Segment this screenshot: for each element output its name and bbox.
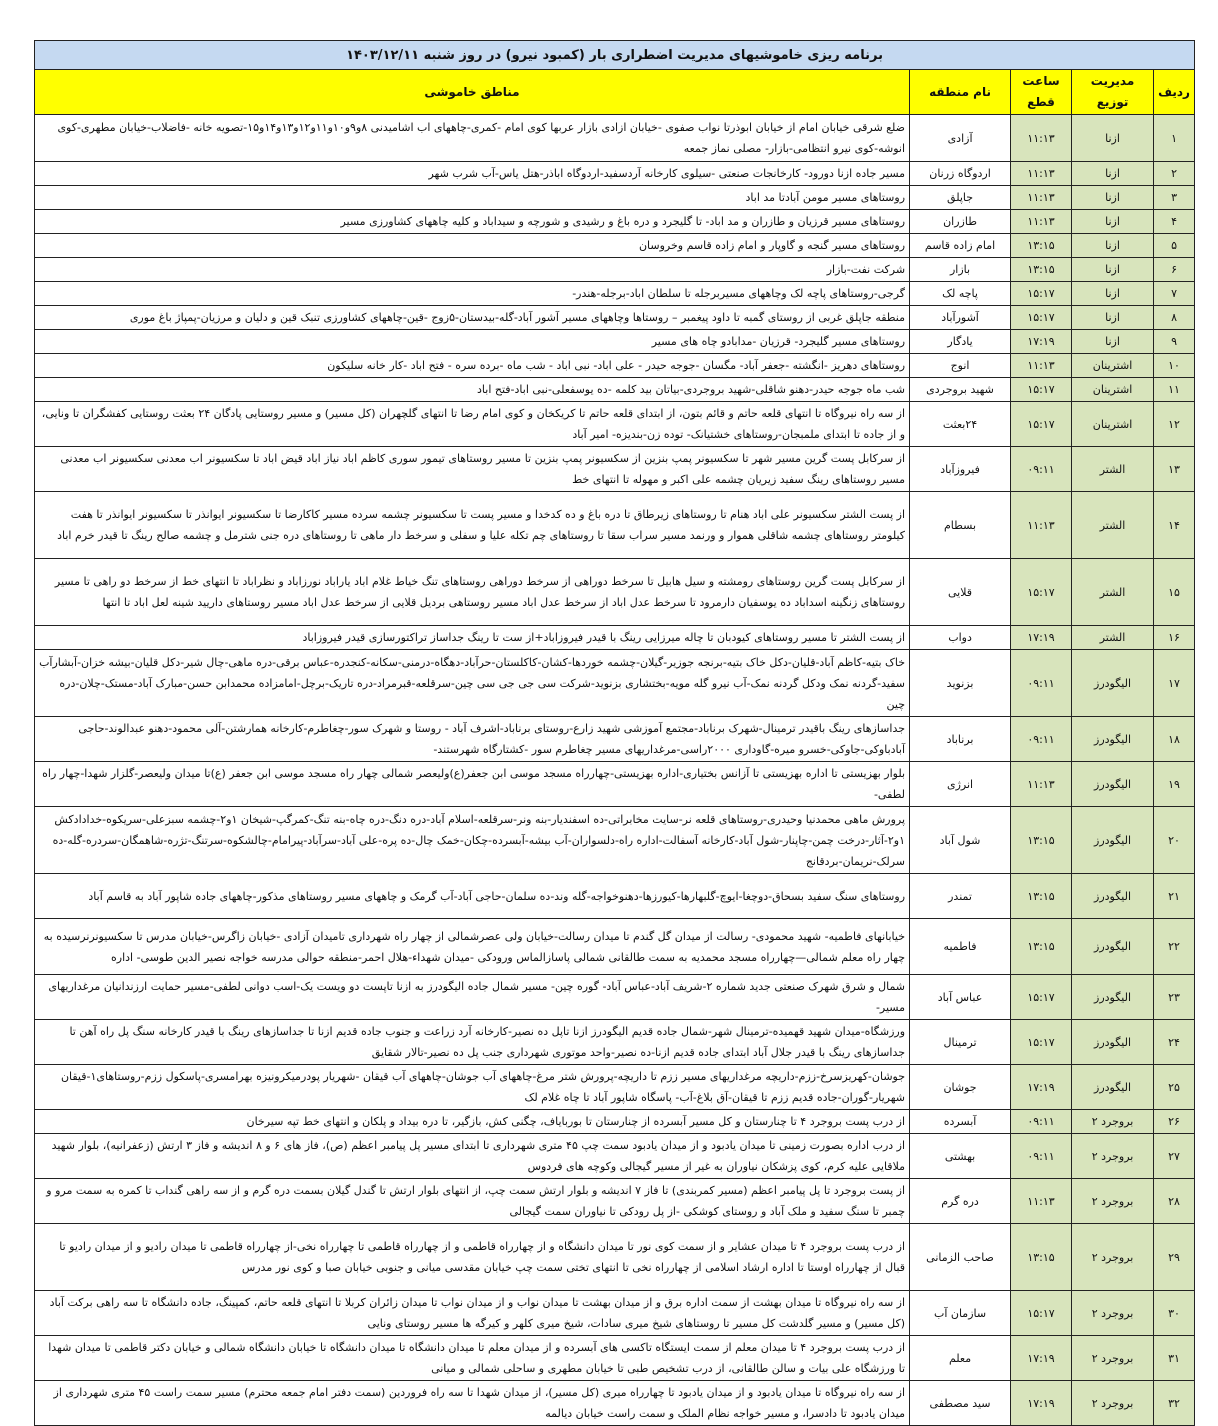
row-management: الیگودرز (1072, 919, 1154, 975)
row-areas: گرجی-روستاهای پاچه لک وچاههای مسیربرجله تا سلطان اباد-برجله-هندر- (35, 282, 910, 306)
row-index: ۱ (1154, 115, 1195, 162)
row-region: آبسرده (910, 1110, 1011, 1134)
row-time: ۱۳:۱۵ (1011, 919, 1072, 975)
row-management: بروجرد ۲ (1072, 1381, 1154, 1426)
table-row (35, 762, 1195, 807)
row-areas: شب ماه جوجه حیدر-دهنو شاقلی-شهید بروجردی-بیاتان بید کلمه -ده یوسفعلی-نبی اباد-فتح اباد (35, 378, 910, 402)
row-time: ۱۵:۱۷ (1011, 378, 1072, 402)
row-management: اشترینان (1072, 378, 1154, 402)
header-index: ردیف (1154, 70, 1195, 115)
row-areas: روستاهای مسیر گلیجرد- قرزیان -مداباد‌و چاه های مسیر (35, 330, 910, 354)
row-region: صاحب الزمانی (910, 1224, 1011, 1291)
row-region: فاطمیه (910, 919, 1011, 975)
row-management: ازنا (1072, 186, 1154, 210)
table-row (35, 186, 1195, 210)
row-management: ازنا (1072, 234, 1154, 258)
row-areas: جوشان-کهریزسرخ-ززم-داریچه مرغداریهای مسیر ززم تا داریچه-پرورش شتر مرغ-چاههای آب جوشان-چاههای آب قیقان -شهریار پودرمیکرونیزه بهرامسری-پاسکول ززم-روستاهای۱-قیقان شهریار-گوران-جاده قدیم ززم تا قیقان-آق بلاغ-آب- پاسگاه شاپور آباد تا چاه غلام لک (35, 1065, 910, 1110)
row-time: ۱۱:۱۳ (1011, 762, 1072, 807)
row-index: ۲۵ (1154, 1065, 1195, 1110)
row-region: برناباد (910, 717, 1011, 762)
row-time: ۱۳:۱۵ (1011, 807, 1072, 874)
row-index: ۱۸ (1154, 717, 1195, 762)
row-time: ۱۱:۱۳ (1011, 354, 1072, 378)
row-areas: از درب پست بروجرد ۴ تا میدان عشایر و از سمت کوی نور تا میدان دانشگاه و از چهارراه قاطمی و از چهارراه قاطمی تا چهارراه نخی-از چهارراه قاطمی تا میدان رادیو و از میدان رادیو تا قبال از چهارراه اوستا تا اداره ارشاد اسلامی از چهارراه نخی تا انتهای تختی سمت چپ خیابان مقدسی میانی و جنوبی خیابان صبا و کوی نور مدرس (35, 1224, 910, 1291)
row-region: انوج (910, 354, 1011, 378)
row-areas: شرکت نفت-بازار (35, 258, 910, 282)
row-index: ۱۷ (1154, 650, 1195, 717)
row-time: ۱۷:۱۹ (1011, 626, 1072, 650)
row-region: جاپلق (910, 186, 1011, 210)
row-region: بازار (910, 258, 1011, 282)
row-index: ۲۰ (1154, 807, 1195, 874)
row-region: شهید بروجردی (910, 378, 1011, 402)
row-areas: از سه راه نیروگاه تا انتهای قلعه حاتم و قائم بتون، از ابتدای قلعه حاتم تا کریکخان و کوی امام رضا تا انتهای گلچهران (کل مسیر) و مسیر روستایی پادگان ۲۴ بعثت روستایی کفشگران تا ونایی، و از جاده تا ابتدای ملمبجان-روستاهای خشتیانک- توده زن-بندیزه- امیر آباد (35, 402, 910, 447)
row-management: اشترینان (1072, 354, 1154, 378)
table-row (35, 258, 1195, 282)
row-time: ۱۵:۱۷ (1011, 1291, 1072, 1336)
row-index: ۲۶ (1154, 1110, 1195, 1134)
row-time: ۱۱:۱۳ (1011, 492, 1072, 559)
table-row (35, 717, 1195, 762)
table-row (35, 115, 1195, 162)
row-time: ۰۹:۱۱ (1011, 1134, 1072, 1179)
table-row (35, 1179, 1195, 1224)
row-region: آزادی (910, 115, 1011, 162)
row-region: تمندر (910, 874, 1011, 919)
row-region: بسطام (910, 492, 1011, 559)
table-row (35, 447, 1195, 492)
row-index: ۱۵ (1154, 559, 1195, 626)
row-index: ۱۰ (1154, 354, 1195, 378)
row-time: ۱۱:۱۳ (1011, 115, 1072, 162)
row-management: الشتر (1072, 492, 1154, 559)
row-management: الشتر (1072, 559, 1154, 626)
row-management: ازنا (1072, 306, 1154, 330)
row-areas: منطقه جاپلق غربی از روستای گمبه تا داود پیغمبر – روستاها وچاههای مسیر آشور آباد-گله-بیدستان-۵زوج -قین-چاههای کشاورزی تنبک قین و دلیان و مرزیان-پمپاژ باغ موری (35, 306, 910, 330)
row-time: ۱۵:۱۷ (1011, 306, 1072, 330)
table-row (35, 234, 1195, 258)
row-index: ۲۹ (1154, 1224, 1195, 1291)
table-row (35, 378, 1195, 402)
row-region: قلایی (910, 559, 1011, 626)
row-region: شول آباد (910, 807, 1011, 874)
row-time: ۰۹:۱۱ (1011, 1110, 1072, 1134)
row-areas: جداسازهای رینگ باقیدر ترمینال-شهرک برناباد-مجتمع آموزشی شهید زارع-روستای برناباد-اشرف آباد - روستا و شهرک سور-چغاطرم-کارخانه همارشتن-آلی محمود-دهنو عبدالوند-حاجی آبادباوکی-جاوکی-خسرو میره-گاوداری ۲۰۰۰راسی-مرغداریهای مسیر چغاطرم سور -کشتارگاه شهرستند- (35, 717, 910, 762)
page-title: برنامه ریزی خاموشیهای مدیریت اضطراری بار (کمبود نیرو) در روز شنبه ۱۴۰۳/۱۲/۱۱ (35, 41, 1195, 70)
header-region: نام منطقه (910, 70, 1011, 115)
row-time: ۱۵:۱۷ (1011, 1020, 1072, 1065)
row-time: ۱۱:۱۳ (1011, 162, 1072, 186)
row-areas: از پست الشتر سکسیونر علی اباد هنام تا روستاهای زیرطاق تا دره باغ و ده کدخدا و مسیر پست تا سکسیونر چشمه سرده مسیر کاکارضا تا سکسیونر ایوانذر تا سکسیونر ایوانذر تا هفت کیلومتر روستاهای چشمه شاقلی هموار و ورنمد مسیر سراب سقا تا روستاهای چم تکله علیا و سفلی و سرخط دار ماهی تا روستاهای دره جنی شترمل و چشمه صالح رینگ تا قیدر خرم اباد (35, 492, 910, 559)
row-time: ۱۵:۱۷ (1011, 282, 1072, 306)
row-time: ۱۳:۱۵ (1011, 1224, 1072, 1291)
row-region: جوشان (910, 1065, 1011, 1110)
row-areas: ضلع شرقی خیابان امام از خیابان ابوذرتا نواب صفوی -خیابان ازادی بازار عربها کوی امام -کمری-چاههای اب اشامیدنی ۸و۹و۱۰و۱۱و۱۲و۱۳و۱۴و۱۵-تصویه خانه -فاضلاب-خیابان مطهری-کوی انوشه-کوی نیرو انتظامی-بازار- مصلی نماز جمعه (35, 115, 910, 162)
row-index: ۲۲ (1154, 919, 1195, 975)
table-row (35, 1065, 1195, 1110)
row-index: ۲۷ (1154, 1134, 1195, 1179)
row-index: ۶ (1154, 258, 1195, 282)
row-areas: خیابانهای فاطمیه- شهید محمودی- رسالت از میدان گل گندم تا میدان رسالت-خیابان ولی عصرشمالی از چهار راه شهرداری تامیدان آزادی -خیابان زاگرس-خیابان مدرس تا سکسیونرنرسیده به چهار راه معلم شمالی—چهارراه مسجد محمدیه به سمت طالقانی شمالی پاسازالماس ورودکی -میدان شهداء-هلال احمر-منطقه حوالی مدرسه خواجه نصیر الدین طوسی- اداره (35, 919, 910, 975)
header-management: مدیریت توزیع (1072, 70, 1154, 115)
row-index: ۸ (1154, 306, 1195, 330)
row-areas: روستاهای دهریز -انگشته -جعفر آباد- مگسان -جوجه حیدر - علی اباد- نبی اباد - شب ماه -برده سره - فتح اباد -کار خانه سلیکون (35, 354, 910, 378)
row-index: ۷ (1154, 282, 1195, 306)
row-region: معلم (910, 1336, 1011, 1381)
row-management: ازنا (1072, 210, 1154, 234)
row-region: ترمینال (910, 1020, 1011, 1065)
row-time: ۰۹:۱۱ (1011, 650, 1072, 717)
row-region: سازمان آب (910, 1291, 1011, 1336)
table-row (35, 1336, 1195, 1381)
row-areas: خاک بتیه-کاظم آباد-قلیان-دکل خاک بتیه-برنجه جوزیر-گیلان-چشمه خوردها-کشان-کاکلستان-حرآباد-دهگاه-درمنی-سکانه-کنجدره-عباس برقی-دره ماهی-چال شیر-دکل قلیان-بیشه خزان-آبشارآب سفید-گردنه نمک ودکل گردنه نمک-آب نیرو گله مویه-بختشاری بزنوید-شرکت سی جی جی سی چین-سرقلعه-قبرمراد-دره تاریک-برچل-امامزاده محمدابن حسن-مبارک آباد-مستک-چلان-دره چین (35, 650, 910, 717)
row-index: ۱۱ (1154, 378, 1195, 402)
row-management: الیگودرز (1072, 1065, 1154, 1110)
row-region: عباس آباد (910, 975, 1011, 1020)
row-management: الیگودرز (1072, 874, 1154, 919)
schedule-sheet (34, 40, 1194, 1426)
table-row (35, 807, 1195, 874)
row-management: ازنا (1072, 330, 1154, 354)
row-areas: از سرکابل پست گرین روستاهای رومشته و سیل هابیل تا سرخط دوراهی از سرخط دوراهی روستاهای تنگ خیاط غلام اباد یاراباد نورزاباد و نظراباد تا انتهای خط از سرخط دو راهی تا مسیر روستاهای زنگینه اسداباد ده یوسفیان دارمرود تا سرخط عدل اباد از سرخط عدل اباد مسیر روستاهی بردیل قلایی از سرخط عدل اباد مسیر روستاهای داریید شینه لعل اباد تا انتها (35, 559, 910, 626)
table-row (35, 1110, 1195, 1134)
row-index: ۱۹ (1154, 762, 1195, 807)
row-time: ۱۱:۱۳ (1011, 210, 1072, 234)
row-management: الیگودرز (1072, 650, 1154, 717)
row-index: ۴ (1154, 210, 1195, 234)
row-areas: از پست بروجرد تا پل پیامبر اعظم (مسیر کمربندی) تا فاز ۷ اندیشه و بلوار ارتش سمت چپ، از انتهای بلوار ارتش تا گندل گیلان بسمت دره گرم و از سه راهی گنداب تا کمره به سمت مرو و چمبر تا سنگ سفید و ملک آباد و روستای کوشکی -از پل رودکی تا نیاوران سمت گیجالی (35, 1179, 910, 1224)
table-row (35, 559, 1195, 626)
row-time: ۱۱:۱۳ (1011, 186, 1072, 210)
row-time: ۱۷:۱۹ (1011, 1065, 1072, 1110)
row-index: ۹ (1154, 330, 1195, 354)
row-time: ۱۵:۱۷ (1011, 975, 1072, 1020)
table-row (35, 282, 1195, 306)
row-management: الیگودرز (1072, 975, 1154, 1020)
row-management: اشترینان (1072, 402, 1154, 447)
row-areas: مسیر جاده ازنا دورود- کارخانجات صنعتی -سیلوی کارخانه آردسفید-اردوگاه اباذر-هتل یاس-آب شرب شهر (35, 162, 910, 186)
row-region: دره گرم (910, 1179, 1011, 1224)
row-management: الیگودرز (1072, 762, 1154, 807)
row-index: ۱۲ (1154, 402, 1195, 447)
row-index: ۱۴ (1154, 492, 1195, 559)
row-index: ۳۱ (1154, 1336, 1195, 1381)
row-region: آشورآباد (910, 306, 1011, 330)
row-time: ۱۳:۱۵ (1011, 258, 1072, 282)
table-row (35, 874, 1195, 919)
row-management: بروجرد ۲ (1072, 1134, 1154, 1179)
row-time: ۱۷:۱۹ (1011, 1381, 1072, 1426)
row-index: ۳۲ (1154, 1381, 1195, 1426)
row-areas: روستاهای مسیر گنجه و گاوپار و امام زاده قاسم وخروسان (35, 234, 910, 258)
row-region: فیروزآباد (910, 447, 1011, 492)
row-region: اردوگاه زرنان (910, 162, 1011, 186)
row-index: ۲۴ (1154, 1020, 1195, 1065)
row-region: انرژی (910, 762, 1011, 807)
table-row (35, 650, 1195, 717)
row-region: سید مصطفی (910, 1381, 1011, 1426)
header-time: ساعت قطع (1011, 70, 1072, 115)
header-row (35, 70, 1195, 115)
row-management: الیگودرز (1072, 807, 1154, 874)
row-index: ۳ (1154, 186, 1195, 210)
row-management: ازنا (1072, 258, 1154, 282)
table-row (35, 210, 1195, 234)
row-index: ۳۰ (1154, 1291, 1195, 1336)
row-areas: از سه راه نیروگاه تا میدان یادبود و از میدان یادبود تا چهارراه میری (کل مسیر)، از میدان شهدا تا سه راه فروردین (سمت دفتر امام جمعه محترم) مسیر سمت راست ۴۵ متری شهرداری از میدان یادبود تا دادسرا، و مسیر خواجه نظام الملک و سمت راست خیابان دیالمه (35, 1381, 910, 1426)
row-time: ۱۵:۱۷ (1011, 559, 1072, 626)
row-areas: از پست الشتر تا مسیر روستاهای کیودبان تا چاله میرزایی رینگ با قیدر فیروزاباد+از ست تا رینگ جداساز تراکتورسازی قیدر فیروزاباد (35, 626, 910, 650)
table-row (35, 1381, 1195, 1426)
table-row (35, 492, 1195, 559)
row-region: پاچه لک (910, 282, 1011, 306)
row-management: الیگودرز (1072, 1020, 1154, 1065)
row-areas: از سرکابل پست گرین مسیر شهر تا سکسیونر پمپ بنزین از سکسیونر پمپ بنزین تا مسیر روستاهای تیمور سوری کاظم اباد نیاز اباد قیض اباد تا سکسیونر اب معدنی سکسیونر اب معدنی مسیر روستاهای رینگ سفید زیریان چشمه علی اکبر و مهوله تا انتهای خط (35, 447, 910, 492)
row-index: ۲۸ (1154, 1179, 1195, 1224)
row-time: ۱۷:۱۹ (1011, 1336, 1072, 1381)
outage-table (34, 40, 1195, 1426)
table-row (35, 626, 1195, 650)
row-index: ۱۶ (1154, 626, 1195, 650)
row-management: ازنا (1072, 115, 1154, 162)
row-region: بزنوید (910, 650, 1011, 717)
row-index: ۲ (1154, 162, 1195, 186)
row-areas: از درب پست بروجرد ۴ تا چنارستان و کل مسیر آبسرده از چنارستان تا بوربایاف، چگنی کش، بازگیر، تا دره بیداد و پلکان و انتهای خط تپه سیرخان (35, 1110, 910, 1134)
row-areas: ورزشگاه-میدان شهید قهمیده-ترمینال شهر-شمال جاده قدیم الیگودرز ازنا تاپل ده نصیر-کارخانه آرد زراعت و جنوب جاده قدیم ازنا تا جداسازهای رینگ با قیدر کارخانه سنگ پل راه آهن تا جداسازهای رینگ با قیدر جلال آباد ابتدای جاده قدیم ازنا-ده نصیر-واحد موتوری شهرداری جنب پل ده نصیر-تالار شقایق (35, 1020, 910, 1065)
row-areas: روستاهای مسیر قرزیان و طازران و مد اباد- تا گلیجرد و دره باغ و رشیدی و شورچه و سیداباد و کلیه چاههای کشاورزی مسیر (35, 210, 910, 234)
row-areas: بلوار بهزیستی تا اداره بهزیستی تا آزانس بختیاری-اداره بهزیستی-چهارراه مسجد موسی ابن جعفر(ع)ولیعصر شمالی چهار راه مسجد موسی ابن جعفر (ع)تا میدان ولیعصر-گلزار شهدا-چهار راه لطفی- (35, 762, 910, 807)
table-row (35, 306, 1195, 330)
row-index: ۱۳ (1154, 447, 1195, 492)
row-index: ۵ (1154, 234, 1195, 258)
row-management: بروجرد ۲ (1072, 1336, 1154, 1381)
row-time: ۱۷:۱۹ (1011, 330, 1072, 354)
row-region: ۲۴بعثت (910, 402, 1011, 447)
row-region: طازران (910, 210, 1011, 234)
table-row (35, 919, 1195, 975)
header-areas: مناطق خاموشی (35, 70, 910, 115)
table-row (35, 330, 1195, 354)
row-areas: از درب پست بروجرد ۴ تا میدان معلم از سمت ایستگاه تاکسی های آبسرده و از میدان معلم تا میدان دانشگاه تا میدان دانشگاه تا خیابان دانشگاه شمالی و خیابان دکتر قاطمی تا میدان شهدا تا ورزشگاه علی بیات و سالن طالقانی، از درب تشخیص طبی تا خیابان مطهری و ساحلی شمالی و میانی (35, 1336, 910, 1381)
row-areas: پرورش ماهی محمدنیا وحیدری-روستاهای قلعه نر-سایت مخابراتی-ده اسفندیار-بنه ونر-سرقلعه-اسلام آباد-دره دنگ-دره چاه-بنه تنگ-کمرگپ-شیخان ۱و۲-چشمه سبزعلی-سریکوه-خدادادکش ۱و۲-آثار-درخت چمن-چاپنار-شول آباد-کارخانه آسفالت-اداره راه-دلسواران-آب بیشه-آبسرده-چکان-خمک چال-ده پره-علی آباد-سرآباد-پیرامام-چالشکوه-سرتنگ-تژره-شاهمگان-سردره-گله-ده سرلک-نریمان-بردقانج (35, 807, 910, 874)
table-row (35, 162, 1195, 186)
row-management: بروجرد ۲ (1072, 1110, 1154, 1134)
row-management: ازنا (1072, 282, 1154, 306)
row-time: ۱۱:۱۳ (1011, 1179, 1072, 1224)
row-index: ۲۳ (1154, 975, 1195, 1020)
row-region: یادگار (910, 330, 1011, 354)
row-index: ۲۱ (1154, 874, 1195, 919)
row-management: الشتر (1072, 626, 1154, 650)
row-areas: شمال و شرق شهرک صنعتی جدید شماره ۲-شریف آباد-عباس آباد- گوره چین- مسیر شمال جاده الیگودرز به ازنا تاپست دو ویست یک-اسب دوانی لطفی-مسیر حمایت ارزندانیان مرغداریهای مسیر- (35, 975, 910, 1020)
table-row (35, 1224, 1195, 1291)
row-management: بروجرد ۲ (1072, 1224, 1154, 1291)
table-row (35, 1020, 1195, 1065)
row-management: الیگودرز (1072, 717, 1154, 762)
table-row (35, 975, 1195, 1020)
row-time: ۰۹:۱۱ (1011, 717, 1072, 762)
table-row (35, 1134, 1195, 1179)
row-region: امام زاده قاسم (910, 234, 1011, 258)
row-time: ۰۹:۱۱ (1011, 447, 1072, 492)
row-management: ازنا (1072, 162, 1154, 186)
table-row (35, 354, 1195, 378)
row-management: الشتر (1072, 447, 1154, 492)
row-time: ۱۵:۱۷ (1011, 402, 1072, 447)
row-management: بروجرد ۲ (1072, 1291, 1154, 1336)
row-areas: روستاهای سنگ سفید بسحاق-دوچغا-ایوچ-گلبهارها-کیورزها-دهنوخواجه-گله وند-ده سلمان-حاجی آباد-آب گرمک و چاههای مسیر روستاهای مذکور-چاههای جاده شاپور آباد به قاسم آباد (35, 874, 910, 919)
row-time: ۱۳:۱۵ (1011, 234, 1072, 258)
row-time: ۱۳:۱۵ (1011, 874, 1072, 919)
row-areas: از سه راه نیروگاه تا میدان بهشت از سمت اداره برق و از میدان بهشت تا میدان نواب و از میدان نواب تا میدان زائران کربلا تا انتهای قلعه حاتم، کمپینگ، جاده دانشگاه تا سه راهی برکت آباد (کل مسیر) و مسیر گلدشت کل مسیر تا روستاهای شیخ میری سادات، شیخ میری کلهر و کیرگه ها مسیر روستای ونایی (35, 1291, 910, 1336)
row-areas: از درب اداره بصورت زمینی تا میدان یادبود و از میدان یادبود سمت چپ ۴۵ متری شهرداری تا ابتدای مسیر پل پیامبر اعظم (ص)، فاز های ۶ و ۸ اندیشه و فاز ۳ ارتش (زعفرانیه)، بلوار شهید ملاقایی علیه کرم، کوی پزشکان نیاوران به غیر از مسیر گیجالی وکوچه های فردوس (35, 1134, 910, 1179)
table-row (35, 1291, 1195, 1336)
row-management: بروجرد ۲ (1072, 1179, 1154, 1224)
table-row (35, 402, 1195, 447)
row-areas: روستاهای مسیر مومن آبادتا مد اباد (35, 186, 910, 210)
row-region: دواب (910, 626, 1011, 650)
row-region: بهشتی (910, 1134, 1011, 1179)
